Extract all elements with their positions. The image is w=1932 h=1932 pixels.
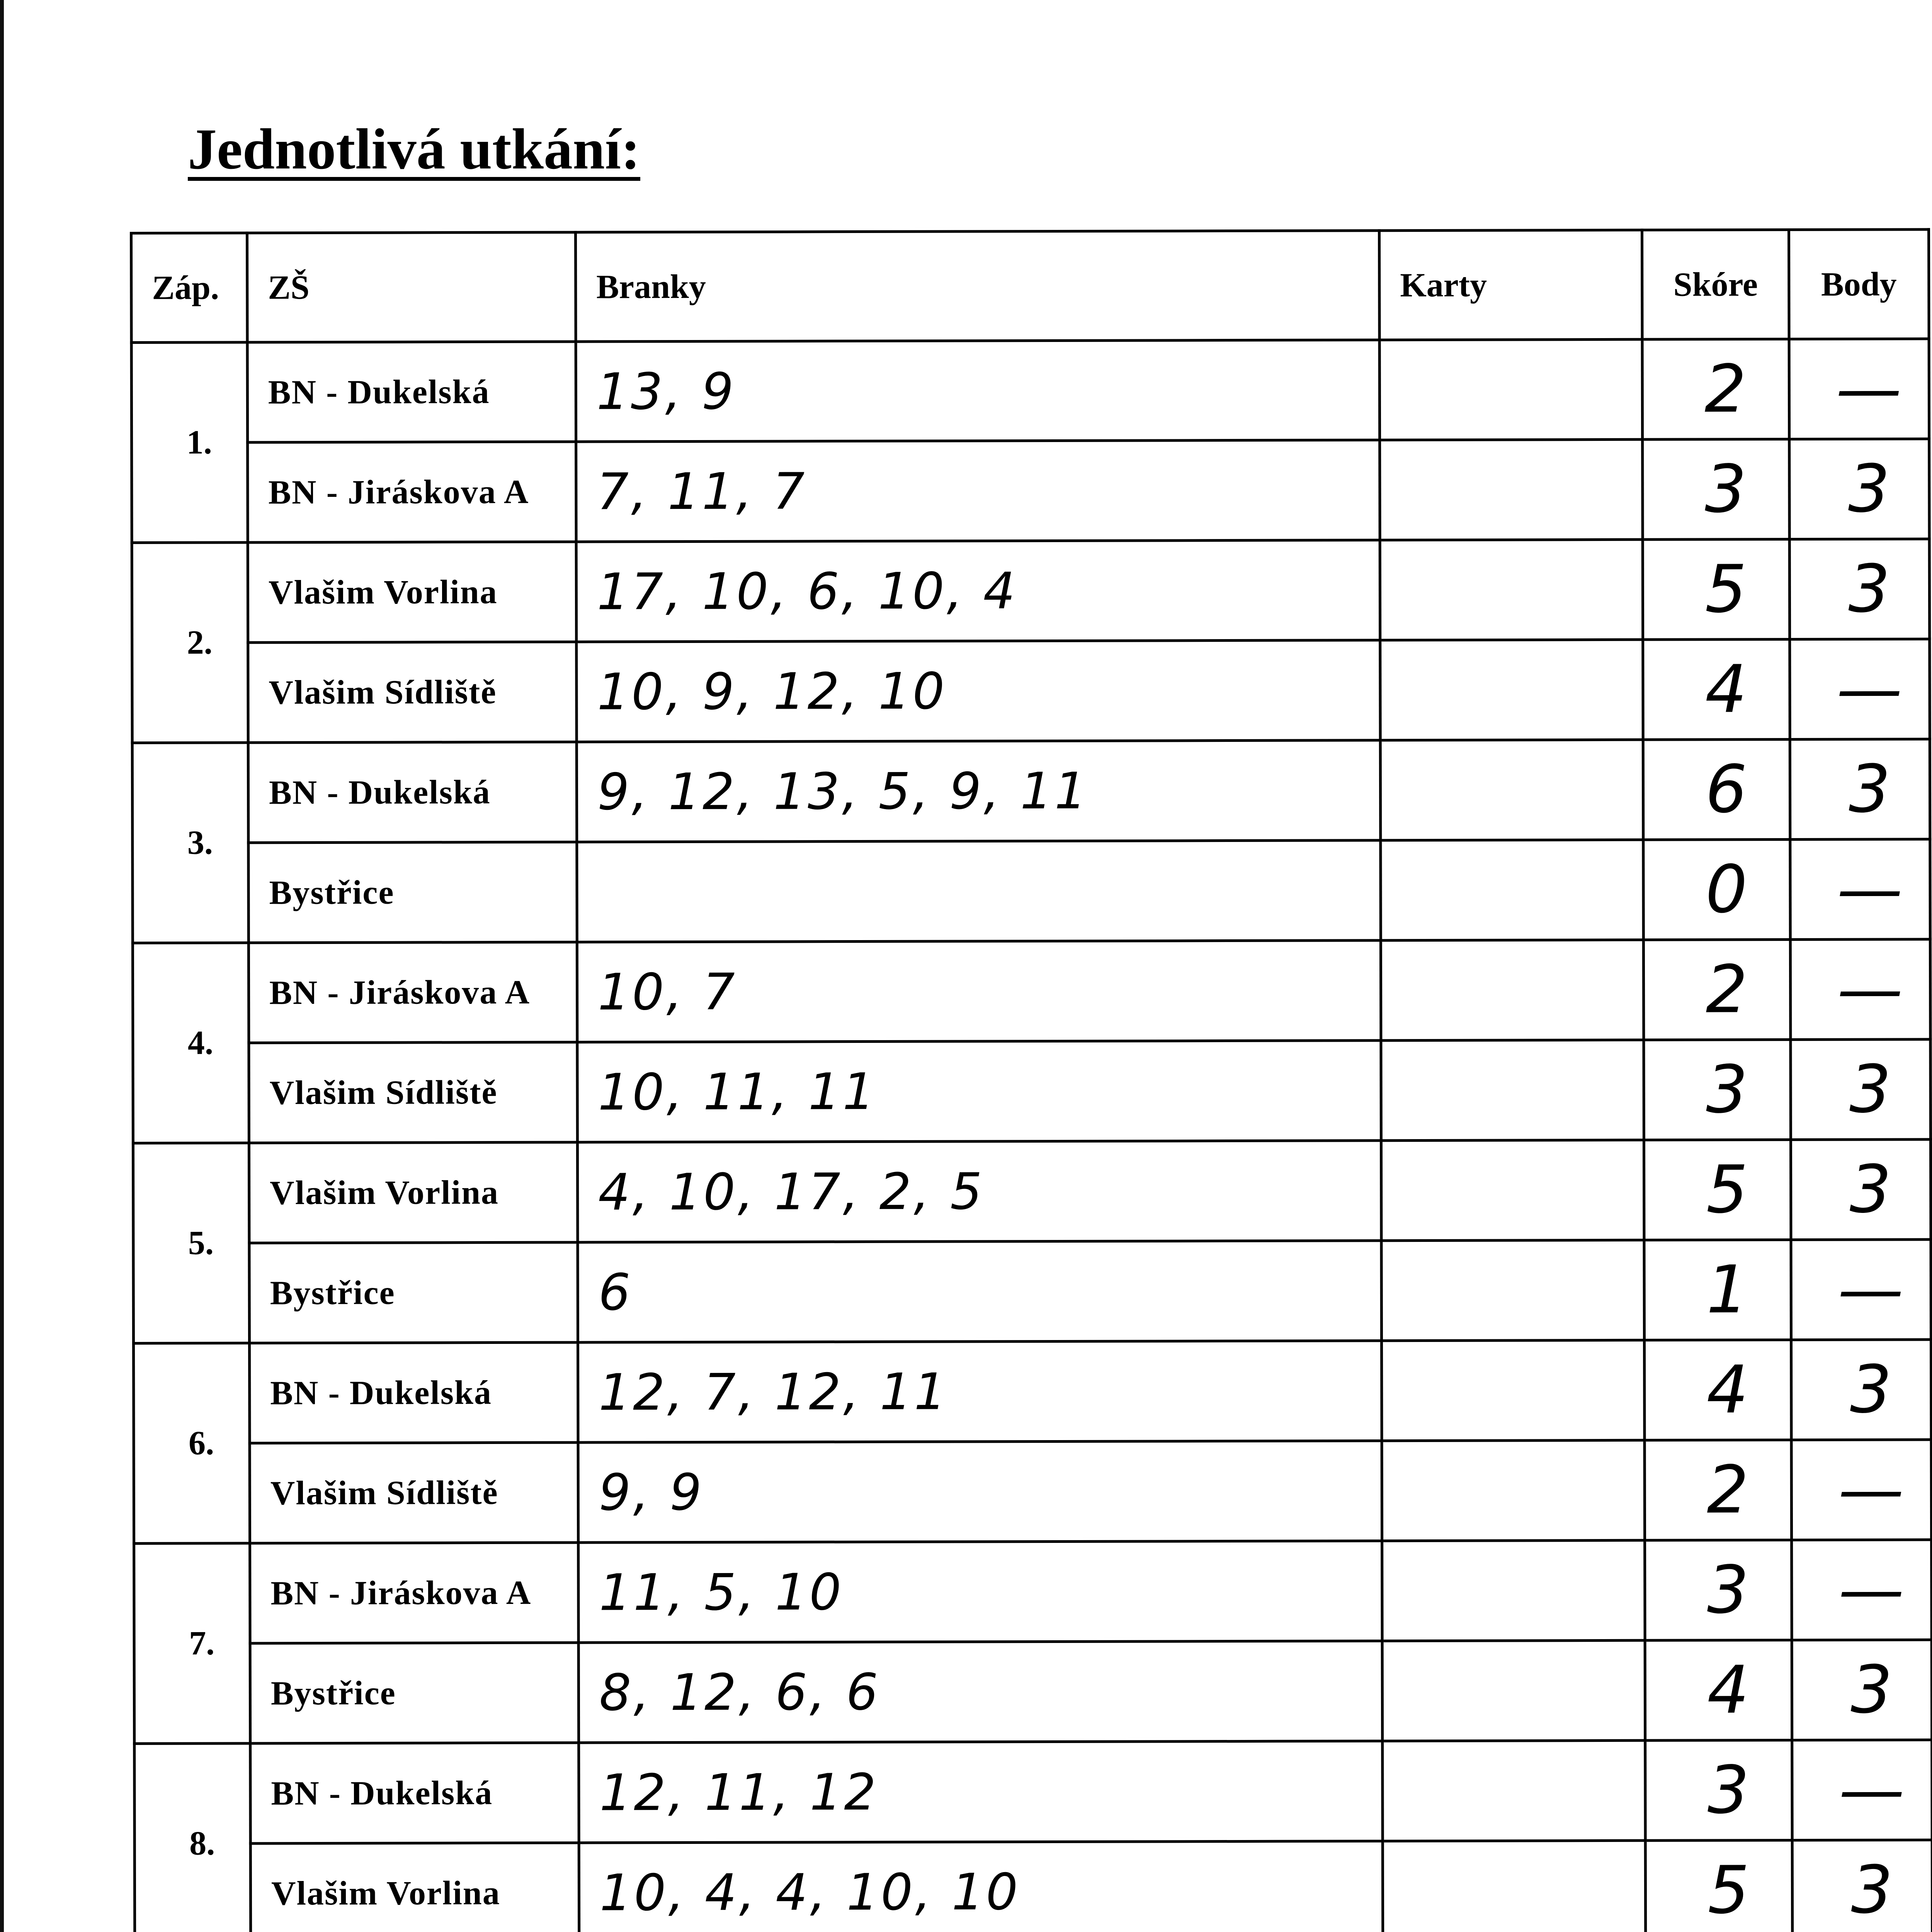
points-cell: 3 [1789, 539, 1930, 639]
points-cell: 3 [1792, 1840, 1932, 1932]
match-number: 4. [133, 943, 249, 1143]
points-cell: — [1790, 839, 1930, 940]
match-row [134, 1440, 1932, 1544]
team-name: Vlašim Sídliště [249, 1042, 578, 1143]
team-name: BN - Jiráskova A [248, 442, 577, 543]
goal-list [577, 840, 1381, 942]
goal-list: 10, 9, 12, 10 [577, 640, 1381, 742]
header-zs: ZŠ [247, 232, 576, 342]
points-cell: — [1789, 339, 1929, 439]
match-row [132, 439, 1930, 543]
goal-list: 12, 7, 12, 11 [578, 1341, 1382, 1442]
match-row [134, 1840, 1932, 1932]
team-name: Vlašim Vorlina [250, 1843, 579, 1932]
goal-list: 7, 11, 7 [576, 440, 1380, 542]
score-cell: 6 [1643, 740, 1790, 840]
cards-cell [1382, 1440, 1645, 1541]
goal-list: 10, 11, 11 [577, 1041, 1381, 1142]
header-skore: Skóre [1642, 230, 1789, 340]
goal-list: 10, 7 [577, 940, 1381, 1042]
points-cell: 3 [1789, 439, 1930, 539]
match-number: 1. [131, 342, 248, 543]
match-number: 6. [134, 1343, 250, 1544]
score-cell: 3 [1645, 1540, 1792, 1641]
header-branky: Branky [576, 231, 1380, 342]
goal-list: 9, 9 [578, 1441, 1382, 1543]
team-name: Bystřice [249, 1242, 578, 1343]
score-cell: 5 [1643, 539, 1790, 640]
goal-list: 13, 9 [576, 340, 1380, 442]
team-name: BN - Jiráskova A [248, 942, 577, 1043]
points-cell: 3 [1792, 1640, 1932, 1740]
points-cell: 3 [1790, 739, 1930, 840]
header-body: Body [1789, 230, 1929, 339]
match-number: 3. [132, 743, 248, 943]
cards-cell [1383, 1840, 1646, 1932]
match-row [132, 539, 1930, 643]
score-cell: 3 [1645, 1740, 1793, 1840]
points-cell: — [1790, 939, 1930, 1040]
team-name: Vlašim Vorlina [249, 1142, 578, 1243]
match-row [133, 1039, 1931, 1143]
goal-list: 9, 12, 13, 5, 9, 11 [577, 740, 1381, 842]
points-cell: — [1791, 1440, 1932, 1540]
points-cell: 3 [1791, 1039, 1931, 1140]
header-karty: Karty [1379, 230, 1643, 340]
cards-cell [1381, 1240, 1645, 1340]
score-cell: 5 [1644, 1140, 1791, 1240]
points-cell: — [1792, 1740, 1932, 1840]
team-name: BN - Dukelská [248, 742, 577, 843]
match-row [134, 1540, 1932, 1644]
cards-cell [1381, 840, 1644, 940]
match-row [133, 1240, 1931, 1344]
match-number: 2. [132, 543, 248, 743]
points-cell: 3 [1791, 1340, 1932, 1440]
goal-list: 6 [578, 1241, 1382, 1342]
match-row [134, 1340, 1932, 1444]
match-number: 5. [133, 1143, 249, 1344]
cards-cell [1381, 1040, 1644, 1140]
match-row [133, 939, 1930, 1043]
cards-cell [1380, 740, 1643, 840]
cards-cell [1379, 339, 1643, 440]
header-zap: Záp. [131, 233, 248, 343]
cards-cell [1382, 1340, 1645, 1440]
score-cell: 3 [1643, 439, 1790, 540]
goal-list: 4, 10, 17, 2, 5 [577, 1141, 1381, 1242]
team-name: BN - Dukelská [250, 1342, 578, 1443]
score-cell: 0 [1643, 840, 1791, 940]
team-name: Vlašim Sídliště [248, 642, 577, 743]
matches-table [130, 228, 1932, 1932]
score-cell: 2 [1643, 940, 1791, 1040]
match-row [132, 639, 1930, 743]
points-cell: 3 [1791, 1139, 1931, 1240]
cards-cell [1380, 439, 1643, 540]
score-cell: 4 [1645, 1640, 1792, 1740]
team-name: BN - Dukelská [247, 342, 576, 442]
team-name: BN - Dukelská [250, 1743, 579, 1844]
cards-cell [1383, 1740, 1646, 1841]
points-cell: — [1792, 1540, 1932, 1640]
goal-list: 17, 10, 6, 10, 4 [576, 540, 1380, 642]
score-cell: 1 [1644, 1240, 1791, 1340]
cards-cell [1382, 1640, 1645, 1741]
match-row [133, 1139, 1931, 1243]
score-cell: 4 [1643, 639, 1790, 740]
match-row [134, 1640, 1932, 1744]
team-name: Vlašim Vorlina [248, 542, 577, 643]
match-row [132, 739, 1930, 843]
match-number: 7. [134, 1543, 250, 1744]
cards-cell [1380, 639, 1643, 740]
cards-cell [1380, 539, 1643, 640]
goal-list: 11, 5, 10 [578, 1541, 1383, 1643]
page-title: Jednotlivá utkání: [188, 117, 641, 181]
score-cell: 3 [1644, 1040, 1791, 1140]
match-row [134, 1740, 1932, 1844]
score-cell: 2 [1645, 1440, 1792, 1541]
match-number: 8. [134, 1743, 251, 1932]
team-name: Bystřice [250, 1643, 579, 1743]
cards-cell [1382, 1540, 1645, 1641]
score-cell: 5 [1645, 1840, 1793, 1932]
page-edge-shadow [0, 0, 4, 1932]
team-name: Bystřice [248, 842, 577, 943]
points-cell: — [1791, 1240, 1931, 1340]
score-cell: 2 [1642, 339, 1789, 440]
match-body [131, 339, 1932, 1932]
match-row [131, 339, 1929, 443]
points-cell: — [1790, 639, 1930, 740]
header-row [131, 230, 1929, 343]
cards-cell [1381, 940, 1644, 1040]
score-cell: 4 [1645, 1340, 1792, 1440]
goal-list: 10, 4, 4, 10, 10 [579, 1841, 1383, 1932]
cards-cell [1381, 1140, 1644, 1240]
goal-list: 8, 12, 6, 6 [578, 1641, 1383, 1743]
goal-list: 12, 11, 12 [579, 1741, 1383, 1843]
team-name: Vlašim Sídliště [250, 1442, 578, 1543]
team-name: BN - Jiráskova A [250, 1543, 579, 1643]
match-row [133, 839, 1930, 943]
